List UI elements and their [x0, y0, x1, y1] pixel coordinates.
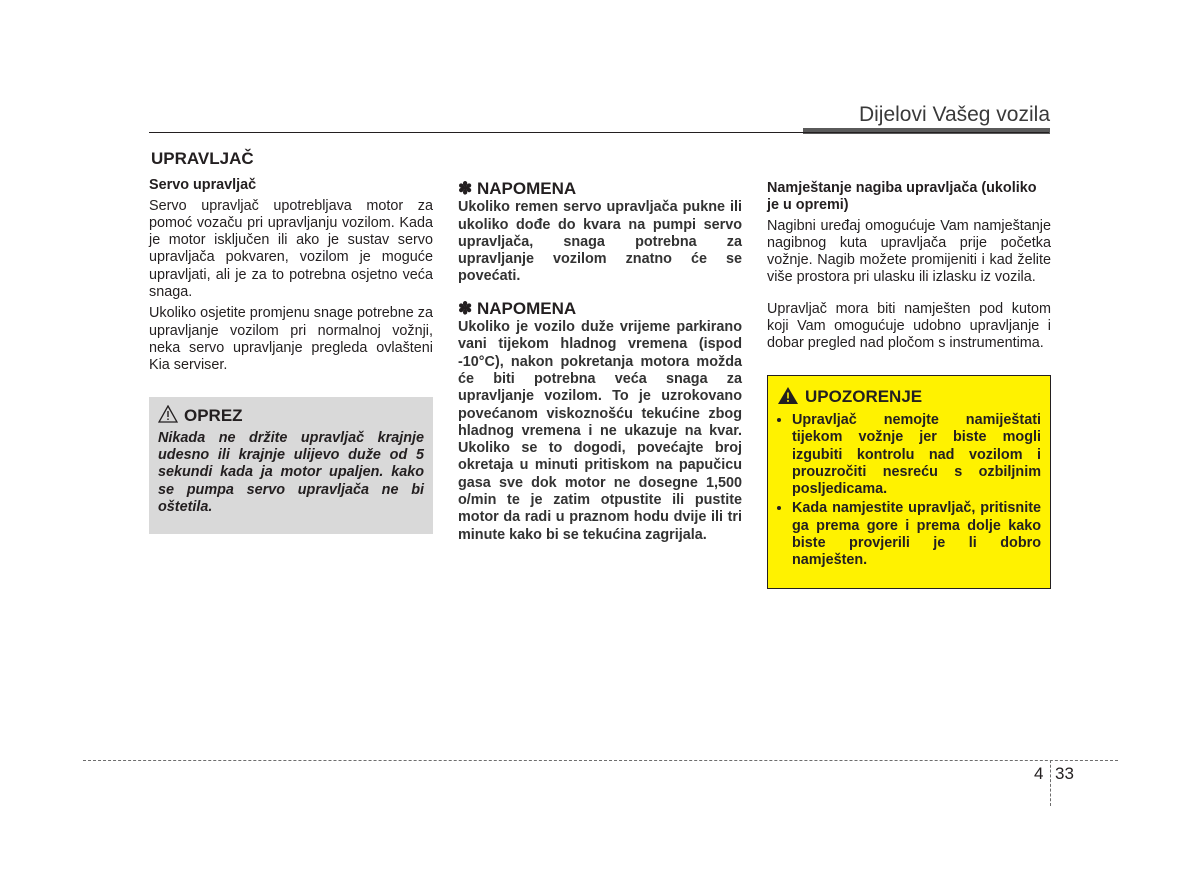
subheading-servo: Servo upravljač	[149, 177, 257, 194]
warning-title: UPOZORENJE	[805, 387, 923, 407]
header-accent-bar	[803, 128, 1050, 134]
caution-text: Nikada ne držite upravljač krajnje udesno ili krajnje ulijevo duže od 5 sekundi kada ja motor upaljen. kako se pumpa servo upravljača ne bi oštetila.	[158, 429, 424, 516]
warning-box	[767, 375, 1051, 589]
paragraph: Servo upravljač upotrebljava motor za pomoć vozaču pri upravljanju vozilom. Kada je motor isključen ili ako je sustav servo upravljača pokvaren, vozilom je moguće upravljati, ali je za to potrebna osjetno veća snaga.	[149, 197, 433, 301]
caution-box	[149, 397, 433, 535]
page-header-title: Dijelovi Vašeg vozila	[858, 103, 1050, 126]
header-rule	[149, 132, 1049, 133]
caution-title: OPREZ	[184, 405, 243, 425]
caution-triangle-icon	[158, 405, 178, 426]
warning-item: • Upravljač nemojte namiještati tijekom vožnje jer biste mogli izgubiti kontrolu nad vozilom i prouzročiti nesreću s ozbiljnim posljedicama.	[792, 412, 1041, 498]
paragraph: Ukoliko osjetite promjenu snage potrebne za upravljanje vozilom pri normalnoj vožnji, neka servo upravljanje pregleda ovlašteni Kia serviser.	[149, 305, 433, 374]
subheading-tilt: Namještanje nagiba upravljača (ukoliko je u opremi)	[767, 180, 1037, 214]
paragraph: Upravljač mora biti namješten pod kutom koji Vam omogućuje udobno upravljanje i dobar pregled nad pločom s instrumentima.	[767, 300, 1051, 352]
section-title: UPRAVLJAČ	[151, 149, 254, 168]
footer-divider	[83, 760, 1118, 761]
footer-page-separator	[1050, 760, 1051, 806]
note-title: ✽ NAPOMENA	[458, 179, 577, 198]
chapter-number: 4	[1034, 764, 1044, 783]
page-number: 33	[1055, 764, 1074, 783]
warning-triangle-icon	[777, 386, 799, 408]
note-text: Ukoliko remen servo upravljača pukne ili ukoliko dođe do kvara na pumpi servo upravljača, snaga potrebna za upravljanje vozilom znatno će se povećati.	[458, 199, 742, 285]
warning-list	[777, 412, 1041, 570]
column-right	[767, 180, 1051, 589]
warning-item: • Kada namjestite upravljač, pritisnite ga prema gore i prema dolje kako biste provjerili je li dobro namješten.	[792, 500, 1041, 569]
note-title: ✽ NAPOMENA	[458, 298, 577, 318]
column-middle	[458, 180, 742, 558]
paragraph: Nagibni uređaj omogućuje Vam namještanje nagibnog kuta upravljača prije početka vožnje. Nagib možete promijeniti i kad želite više prostora pri ulasku ili izlasku iz vozila.	[767, 217, 1051, 286]
note-text: Ukoliko je vozilo duže vrijeme parkirano vani tijekom hladnog vremena (ispod -10°C), nakon pokretanja motora možda će biti potrebna veća snaga za upravljanje vozilom. To je uzrokovano povećanom viskoznošću tekućine zbog hladnog vremena i ne ukazuje na kvar. Ukoliko se to dogodi, povećajte broj okretaja u minuti pritiskom na papučicu gasa sve dok motor ne dosegne 1,500 o/min te je zatim otpustite ili pustite motor da radi u praznom hodu dvije ili tri minute kako bi se tekućina zagrijala.	[458, 319, 742, 543]
column-left	[149, 150, 433, 534]
